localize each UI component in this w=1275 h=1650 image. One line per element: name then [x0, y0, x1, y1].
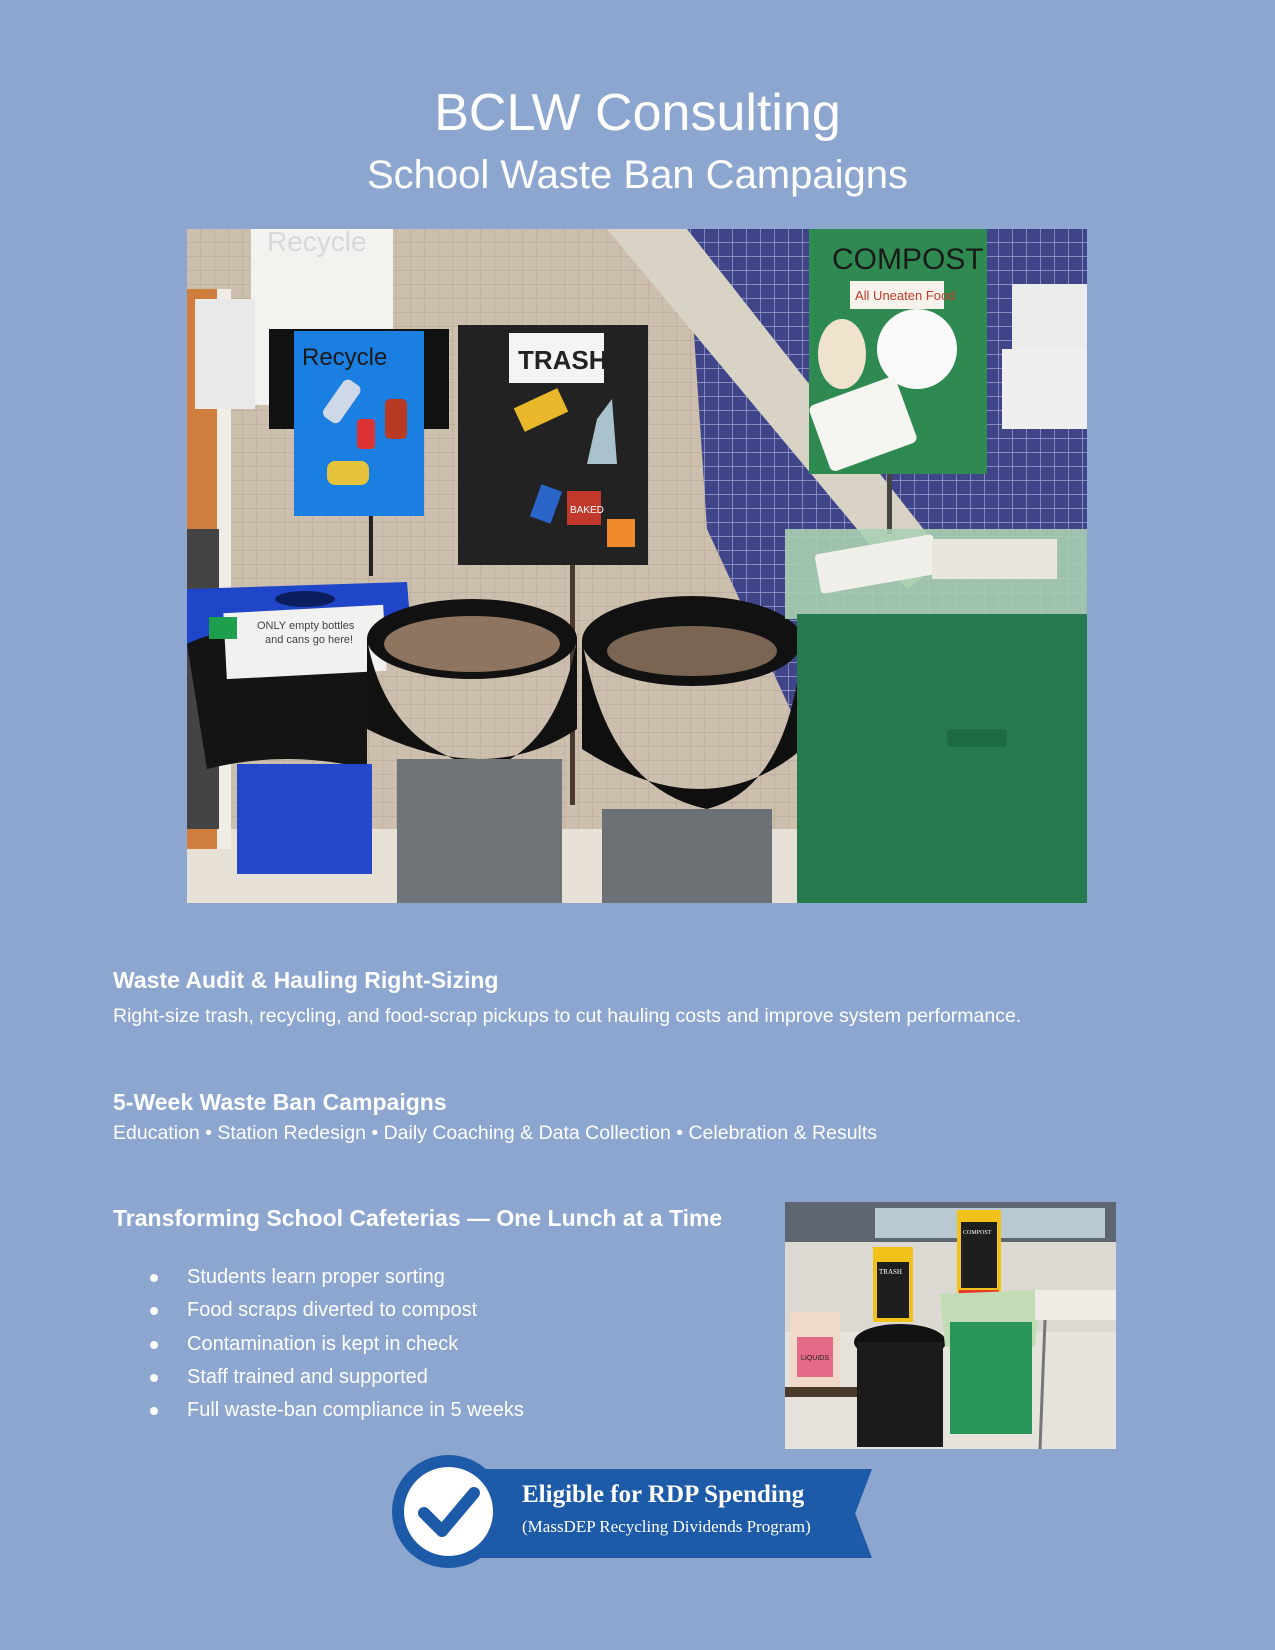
trash-board-sign: TRASH: [518, 345, 608, 375]
bullet-icon: [150, 1274, 158, 1282]
liquids-label: LIQUIDS: [801, 1355, 830, 1362]
badge-circle-inner: [404, 1467, 493, 1556]
list-item: Food scraps diverted to compost: [150, 1294, 524, 1327]
page-subtitle: School Waste Ban Campaigns: [366, 153, 908, 197]
list-item: Students learn proper sorting: [150, 1261, 524, 1294]
recycle-board-sign: Recycle: [302, 344, 388, 371]
recycle-bin-sign-1: ONLY empty bottles: [257, 620, 355, 632]
bullet-icon: [150, 1374, 158, 1382]
rdp-badge: [392, 1455, 882, 1570]
recycle-bin-sign-2: and cans go here!: [265, 634, 354, 646]
transform-heading: Transforming School Cafeterias — One Lunch at a Time: [113, 1205, 723, 1231]
trash-sign: TRASH: [879, 1268, 902, 1276]
list-item: Contamination is kept in check: [150, 1328, 524, 1361]
badge-title: Eligible for RDP Spending: [522, 1481, 805, 1508]
campaigns-body: Education • Station Redesign • Daily Coaching & Data Collection • Celebration & Results: [113, 1122, 878, 1144]
hero-photo: [187, 229, 1087, 903]
cafeteria-station-illustration: [785, 1202, 1116, 1449]
compost-board-sign: COMPOST: [832, 243, 984, 276]
list-item: Staff trained and supported: [150, 1361, 524, 1394]
recycle-wall-sign: Recycle: [267, 229, 367, 257]
bullet-icon: [150, 1307, 158, 1315]
page-title: BCLW Consulting: [434, 84, 841, 142]
list-item: Full waste-ban compliance in 5 weeks: [150, 1394, 524, 1427]
snack-label: BAKED: [570, 505, 604, 516]
sorting-station-illustration: [187, 229, 1087, 903]
audit-body: Right-size trash, recycling, and food-scrap pickups to cut hauling costs and improve system performance.: [113, 1005, 1022, 1027]
compost-note: All Uneaten Food: [855, 288, 956, 303]
side-photo: [785, 1202, 1116, 1449]
campaigns-heading: 5-Week Waste Ban Campaigns: [113, 1089, 447, 1115]
checkmark-icon: [404, 1467, 493, 1556]
badge-circle: [392, 1455, 505, 1568]
compost-sign: COMPOST: [963, 1230, 992, 1236]
audit-heading: Waste Audit & Hauling Right-Sizing: [113, 967, 499, 993]
benefits-list: [150, 1261, 524, 1427]
badge-subtitle: (MassDEP Recycling Dividends Program): [522, 1517, 811, 1536]
bullet-icon: [150, 1341, 158, 1349]
bullet-icon: [150, 1407, 158, 1415]
